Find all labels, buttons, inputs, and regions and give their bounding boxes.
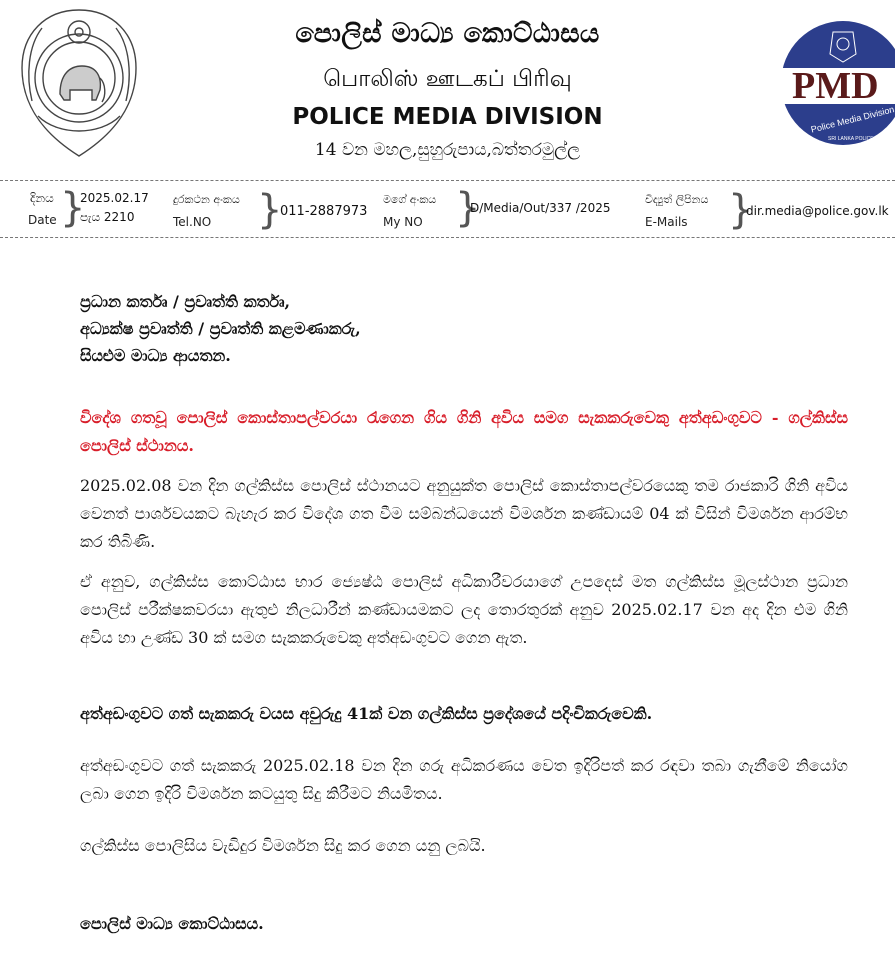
- signature: පොලිස් මාධ්‍ය කොට්ඨාසය.: [80, 914, 264, 933]
- brace-email: }: [728, 187, 754, 233]
- addressee-line-2: අධ්‍යක්ෂ ප්‍රවෘත්ති / ප්‍රවෘත්ති කළමණාකරු,: [80, 319, 361, 338]
- paragraph-1: 2025.02.08 වන දින ගල්කිස්ස පොලිස් ස්ථානයට අනුයුක්ත පොලිස් කොස්තාපල්වරයෙකු තම රාජකාරි ගිනි අවිය වෙනත් පාර්ශවයකට බැහැර කර විදේශ ගත වීම සම්බන්ධයෙන් විමර්ශන කණ්ඩායම් 04 ක් විසින් විමර්ශන ආරම්භ කර තිබිණි.: [80, 476, 848, 551]
- email-value: dir.media@police.gov.lk: [746, 204, 889, 218]
- addressee-block: [80, 288, 361, 369]
- myno-label-si: මගේ අංකය: [383, 193, 437, 206]
- pmd-logo: [778, 18, 895, 148]
- paragraph-2: ඒ අනුව, ගල්කිස්ස කොට්ඨාස භාර ජ්‍යෙෂ්ඨ පොලිස් අධිකාරීවරයාගේ උපදෙස් මත ගල්කිස්ස මූලස්ථාන ප්‍රධාන පොලිස් පරීක්ෂකවරයා ඇතුළු නිලධාරීන් කණ්ඩායමකට ලද තොරතුරක් අනුව 2025.02.17 වන අද දින එම ගිනි අවිය හා උණ්ඩ 30 ක් සමග සැකකරුවෙකු අත්අඩංගුවට ගෙන ඇත.: [80, 572, 848, 647]
- paragraph-5: ගල්කිස්ස පොලිසිය වැඩිදුර විමර්ශන සිදු කර ගෙන යනු ලබයි.: [80, 836, 486, 855]
- tel-label-en: Tel.NO: [173, 215, 212, 229]
- pmd-logo-text: PMD: [792, 65, 879, 107]
- addressee-line-3: සියළුම මාධ්‍ය ආයතන.: [80, 346, 231, 365]
- title-tamil: பொலிஸ் ஊடகப் பிரிவு: [323, 66, 572, 92]
- pmd-logo-ring-text: Police Media Division: [809, 104, 895, 135]
- police-crest-logo: [18, 6, 140, 162]
- brace-tel: }: [257, 187, 283, 233]
- brace-date: }: [60, 185, 86, 231]
- addressee-line-1: ප්‍රධාන කර්තෘ / ප්‍රවෘත්ති කර්තෘ,: [80, 292, 291, 311]
- pmd-logo-small-text: SRI LANKA POLICE: [828, 136, 874, 142]
- brace-myno: }: [455, 185, 481, 231]
- date-label-en: Date: [28, 213, 57, 227]
- date-value: 2025.02.17: [80, 191, 149, 205]
- office-address: 14 වන මහල,සුහුරුපාය,බත්තරමුල්ල: [314, 140, 581, 160]
- email-label-en: E-Mails: [645, 215, 688, 229]
- tel-value: 011-2887973: [280, 204, 368, 219]
- myno-value: D/Media/Out/337 /2025: [470, 201, 611, 215]
- date-label-si: දිනය: [30, 191, 54, 205]
- email-label-si: විද්‍යුත් ලිපිනය: [645, 193, 709, 206]
- paragraph-4: අත්අඩංගුවට ගත් සැකකරු 2025.02.18 වන දින ගරු අධිකරණය වෙත ඉදිරිපත් කර රඳවා තබා ගැනීමේ නියෝග ලබා ගෙන ඉදිරි විමර්ශන කටයුතු සිදු කිරීමට නියමිතය.: [80, 756, 848, 803]
- myno-label-en: My NO: [383, 215, 423, 229]
- time-value: පැය 2210: [80, 210, 135, 224]
- paragraph-3: අත්අඩංගුවට ගත් සැකකරු වයස අවුරුදු 41ක් වන ගල්කිස්ස ප්‍රදේශයේ පදිංචිකරුවෙකි.: [80, 704, 653, 723]
- tel-label-si: දුරකථන අංකය: [173, 193, 240, 206]
- headline: විදේශ ගතවූ පොලිස් කොස්තාපල්වරයා රැගෙන ගිය ගිනි අවිය සමග සැකකරුවෙකු අත්අඩංගුවට - ගල්කිස්ස පොලිස් ස්ථානය.: [80, 408, 848, 455]
- title-english: POLICE MEDIA DIVISION: [292, 104, 603, 130]
- title-sinhala: පොලිස් මාධ්‍ය කොට්ඨාසය: [295, 18, 600, 49]
